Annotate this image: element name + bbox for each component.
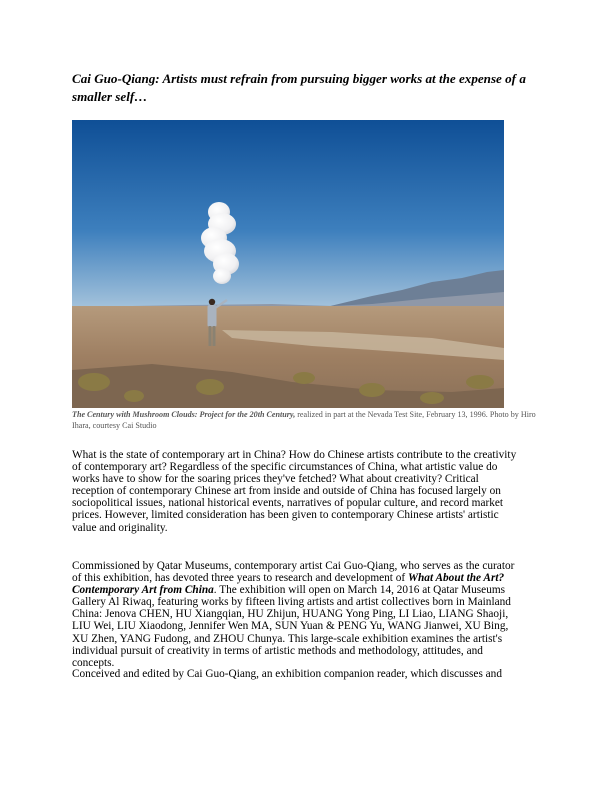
caption-credit: realized in part at the Nevada Test Site, February 13, 1996. Photo by Hiro Ihara, courtesy Cai Studio (72, 410, 536, 430)
article-title: Cai Guo-Qiang: Artists must refrain from pursuing bigger works at the expense of a smaller self… (72, 71, 526, 104)
paragraph-reader: Conceived and edited by Cai Guo-Qiang, an exhibition companion reader, which discusses and (72, 668, 502, 680)
paragraph-exhibition (72, 560, 518, 669)
article-photo (72, 120, 504, 408)
exhibition-title: What About the Art? Contemporary Art from China (72, 572, 505, 597)
paragraph-intro: What is the state of contemporary art in China? How do Chinese artists contribute to the creativity of contemporary art? Regardless of the specific circumstances of China, what artistic value do works have to show for the soaring prices they've fetched? What about creativity? Critical reception of contemporary Chinese art from inside and outside of China has focused largely on sociopolitical issues, national historical events, narratives of popular culture, and record market prices. However, limited consideration has been given to contemporary Chinese artists' artistic value and originality. (72, 449, 517, 534)
photo-caption (72, 410, 540, 431)
paragraph-exhibition-part1: Commissioned by Qatar Museums, contemporary artist Cai Guo-Qiang, who serves as the curator of this exhibition, has devoted three years to research and development of (72, 560, 515, 585)
caption-artwork-title: The Century with Mushroom Clouds: Project for the 20th Century, (72, 410, 296, 419)
paragraph-exhibition-part2: . The exhibition will open on March 14, 2016 at Qatar Museums Gallery Al Riwaq, featuring works by fifteen living artists and artist collectives born in Mainland China: Jenova CHEN, HU Xiangqian, HU Zhijun, HUANG Yong Ping, LI Liao, LIANG Shaoji, LIU Wei, LIU Xiaodong, Jennifer Wen MA, SUN Yuan & PENG Yu, WANG Jianwei, XU Bing, XU Zhen, YANG Fudong, and ZHOU Chunya. This large-scale exhibition examines the artist's individual pursuit of creativity in terms of artistic methods and methodology, attitudes, and concepts. (72, 584, 511, 669)
